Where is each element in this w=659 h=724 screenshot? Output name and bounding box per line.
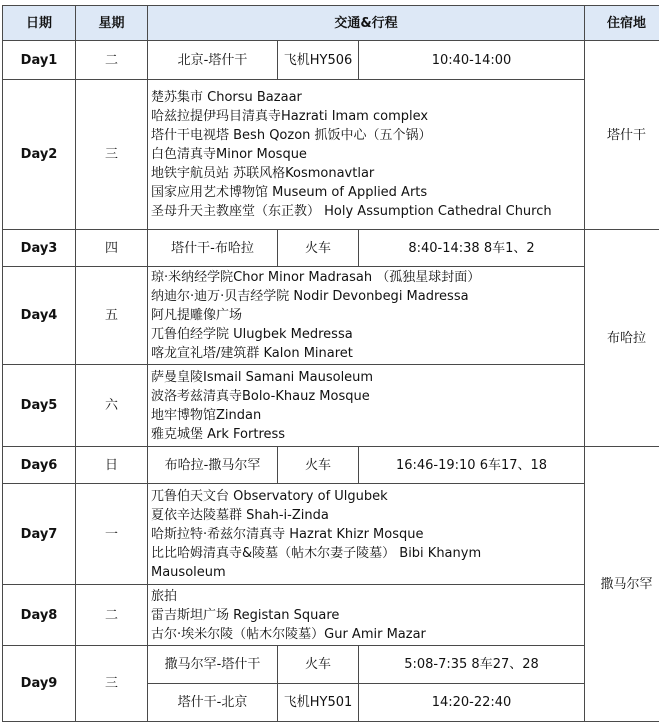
activity-list <box>148 267 585 365</box>
transport-cell: 火车 <box>278 230 359 267</box>
list-item: Mausoleum <box>151 564 226 580</box>
itinerary-table <box>2 5 659 722</box>
list-item: 波洛考兹清真寺Bolo-Khauz Mosque <box>151 388 370 404</box>
list-item: 哈兹拉提伊玛目清真寺Hazrati Imam complex <box>151 109 429 124</box>
activity-list <box>148 484 585 585</box>
list-item: 纳迪尔·迪万·贝吉经学院 Nodir Devonbegi Madressa <box>151 289 469 304</box>
header-lodging: 住宿地 <box>585 6 659 41</box>
time-cell: 5:08-7:35 8车27、28 <box>359 646 585 684</box>
list-item: 兀鲁伯经学院 Ulugbek Medressa <box>151 327 353 342</box>
table-row-day2 <box>3 80 659 230</box>
weekday-cell: 四 <box>76 230 148 267</box>
list-item: 白色清真寺Minor Mosque <box>151 147 307 162</box>
list-item: 夏依辛达陵墓群 Shah-i-Zinda <box>151 507 329 523</box>
weekday-cell: 三 <box>76 80 148 230</box>
weekday-cell: 日 <box>76 447 148 484</box>
list-item: 楚苏集市 Chorsu Bazaar <box>151 90 302 105</box>
day-label: Day8 <box>3 585 76 646</box>
day-label: Day5 <box>3 365 76 447</box>
weekday-cell: 一 <box>76 484 148 585</box>
list-item: 地铁宇航员站 苏联风格Kosmonavtlar <box>151 166 375 181</box>
table-row-day6 <box>3 447 659 484</box>
list-item: 雅克城堡 Ark Fortress <box>151 426 286 442</box>
time-cell: 14:20-22:40 <box>359 684 585 722</box>
list-item: 阿凡提雕像广场 <box>151 308 243 323</box>
day-label: Day1 <box>3 41 76 80</box>
list-item: 古尔·埃米尔陵（帖木尔陵墓）Gur Amir Mazar <box>151 626 426 642</box>
list-item: 雷吉斯坦广场 Registan Square <box>151 607 340 623</box>
table-row-day9 <box>3 646 659 684</box>
list-item: 塔什干电视塔 Besh Qozon 抓饭中心（五个锅） <box>151 128 432 143</box>
table-row-day4 <box>3 267 659 365</box>
route-cell: 撒马尔罕-塔什干 <box>148 646 278 684</box>
day-label: Day7 <box>3 484 76 585</box>
weekday-cell: 六 <box>76 365 148 447</box>
day-label: Day9 <box>3 646 76 722</box>
list-item: 国家应用艺术博物馆 Museum of Applied Arts <box>151 185 428 200</box>
activity-list <box>148 365 585 447</box>
list-item: 圣母升天主教座堂（东正教） Holy Assumption Cathedral Church <box>151 204 552 219</box>
time-cell: 8:40-14:38 8车1、2 <box>359 230 585 267</box>
header-date: 日期 <box>3 6 76 41</box>
list-item: 地牢博物馆Zindan <box>151 407 262 423</box>
table-row-day3 <box>3 230 659 267</box>
table-row-day7 <box>3 484 659 585</box>
transport-cell: 飞机HY501 <box>278 684 359 722</box>
list-item: 哈斯拉特·希兹尔清真寺 Hazrat Khizr Mosque <box>151 526 424 542</box>
list-item: 兀鲁伯天文台 Observatory of Ulgubek <box>151 488 388 504</box>
weekday-cell: 五 <box>76 267 148 365</box>
list-item: 萨曼皇陵Ismail Samani Mausoleum <box>151 369 374 385</box>
table-row-day5 <box>3 365 659 447</box>
time-cell: 10:40-14:00 <box>359 41 585 80</box>
table-row-day1 <box>3 41 659 80</box>
list-item: 琼·米纳经学院Chor Minor Madrasah （孤独星球封面） <box>151 270 481 285</box>
lodging-tashkent: 塔什干 <box>585 41 659 230</box>
time-cell: 16:46-19:10 6车17、18 <box>359 447 585 484</box>
route-cell: 塔什干-布哈拉 <box>148 230 278 267</box>
transport-cell: 火车 <box>278 646 359 684</box>
weekday-cell: 二 <box>76 585 148 646</box>
day-label: Day6 <box>3 447 76 484</box>
day-label: Day3 <box>3 230 76 267</box>
transport-cell: 火车 <box>278 447 359 484</box>
table-row-day8 <box>3 585 659 646</box>
weekday-cell: 二 <box>76 41 148 80</box>
header-itinerary: 交通&行程 <box>148 6 585 41</box>
list-item: 比比哈姆清真寺&陵墓（帖木尔妻子陵墓） Bibi Khanym <box>151 545 482 561</box>
transport-cell: 飞机HY506 <box>278 41 359 80</box>
route-cell: 北京-塔什干 <box>148 41 278 80</box>
activity-list <box>148 585 585 646</box>
header-weekday: 星期 <box>76 6 148 41</box>
day-label: Day2 <box>3 80 76 230</box>
route-cell: 塔什干-北京 <box>148 684 278 722</box>
lodging-samarkand: 撒马尔罕 <box>585 447 659 722</box>
weekday-cell: 三 <box>76 646 148 722</box>
list-item: 喀龙宣礼塔/建筑群 Kalon Minaret <box>151 346 353 361</box>
route-cell: 布哈拉-撒马尔罕 <box>148 447 278 484</box>
day-label: Day4 <box>3 267 76 365</box>
activity-list <box>148 80 585 230</box>
lodging-bukhara: 布哈拉 <box>585 230 659 447</box>
list-item: 旅拍 <box>151 588 178 604</box>
header-row <box>3 6 659 41</box>
